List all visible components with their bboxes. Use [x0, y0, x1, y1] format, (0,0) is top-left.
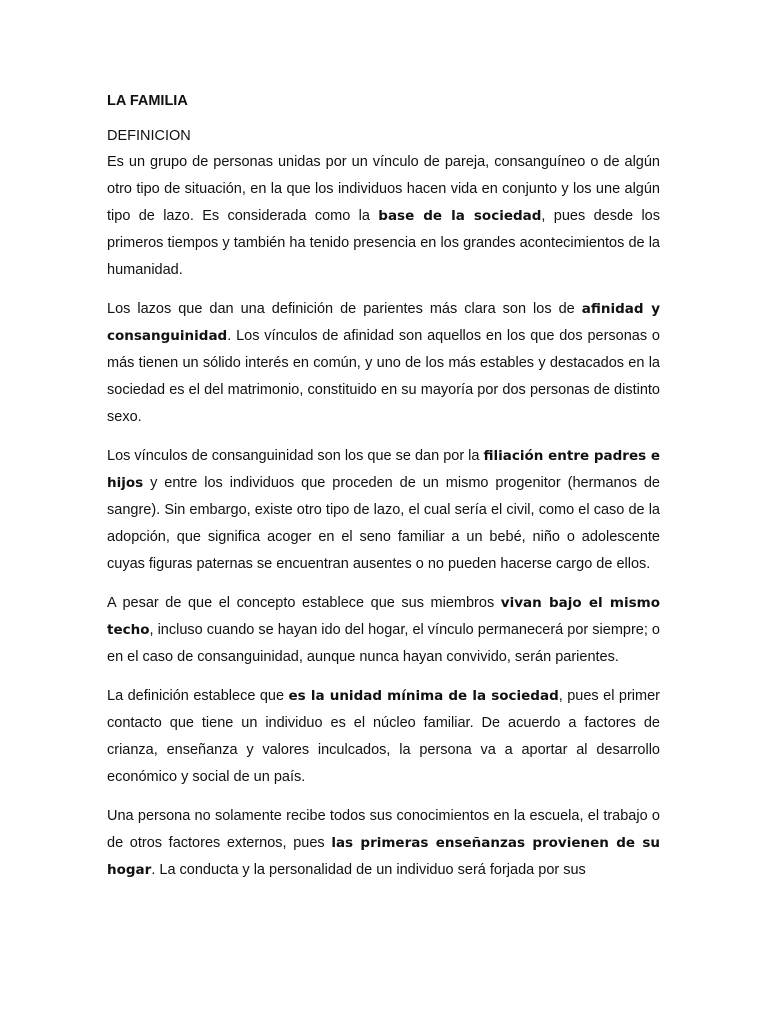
- body-paragraph: [107, 149, 660, 284]
- paragraph-text: Es un grupo de personas unidas por un vínculo de pareja, consanguíneo o de algún otro tipo de situación, en la que los individuos hacen vida en conjunto y los une algún tipo de lazo. Es considerada como la: [107, 154, 660, 224]
- paragraph-text: , pues el primer contacto que tiene un individuo es el núcleo familiar. De acuerdo a factores de crianza, enseñanza y valores inculcados, la persona va a aportar al desarrollo económico y social de un país.: [107, 688, 660, 785]
- document-body: [107, 149, 660, 884]
- body-paragraph: [107, 296, 660, 431]
- paragraph-text: . La conducta y la personalidad de un individuo será forjada por sus: [151, 862, 586, 878]
- paragraph-text: Los vínculos de consanguinidad son los que se dan por la: [107, 448, 484, 464]
- bold-text: afinidad y consanguinidad: [107, 301, 660, 344]
- paragraph-text: La definición establece que: [107, 688, 289, 704]
- paragraph-text: Los lazos que dan una definición de parientes más clara son los de: [107, 301, 582, 317]
- paragraph-text: , pues desde los primeros tiempos y también ha tenido presencia en los grandes acontecimientos de la humanidad.: [107, 208, 660, 278]
- bold-text: base de la sociedad: [378, 208, 542, 224]
- body-paragraph: [107, 803, 660, 884]
- section-heading: DEFINICION: [107, 128, 191, 144]
- bold-text: filiación entre padres e hijos: [107, 448, 660, 491]
- bold-text: vivan bajo el mismo techo: [107, 595, 660, 638]
- paragraph-text: A pesar de que el concepto establece que sus miembros: [107, 595, 501, 611]
- bold-text: las primeras enseñanzas provienen de su hogar: [107, 835, 661, 878]
- paragraph-text: , incluso cuando se hayan ido del hogar, el vínculo permanecerá por siempre; o en el caso de consanguinidad, aunque nunca hayan convivido, serán parientes.: [107, 622, 660, 665]
- paragraph-text: . Los vínculos de afinidad son aquellos en los que dos personas o más tienen un sólido interés en común, y uno de los más estables y destacados en la sociedad es el del matrimonio, constituido en su mayoría por dos personas de distinto sexo.: [107, 328, 660, 425]
- paragraph-text: y entre los individuos que proceden de un mismo progenitor (hermanos de sangre). Sin embargo, existe otro tipo de lazo, el cual sería el civil, como el caso de la adopción, que significa acoger en el seno familiar a un bebé, niño o adolescente cuyas figuras paternas se encuentran ausentes o no pueden hacerse cargo de ellos.: [107, 475, 660, 572]
- body-paragraph: [107, 443, 660, 578]
- document-title: LA FAMILIA: [107, 93, 188, 109]
- bold-text: es la unidad mínima de la sociedad: [288, 688, 559, 704]
- body-paragraph: [107, 590, 660, 671]
- body-paragraph: [107, 683, 660, 791]
- paragraph-text: Una persona no solamente recibe todos sus conocimientos en la escuela, el trabajo o de otros factores externos, pues: [107, 808, 660, 851]
